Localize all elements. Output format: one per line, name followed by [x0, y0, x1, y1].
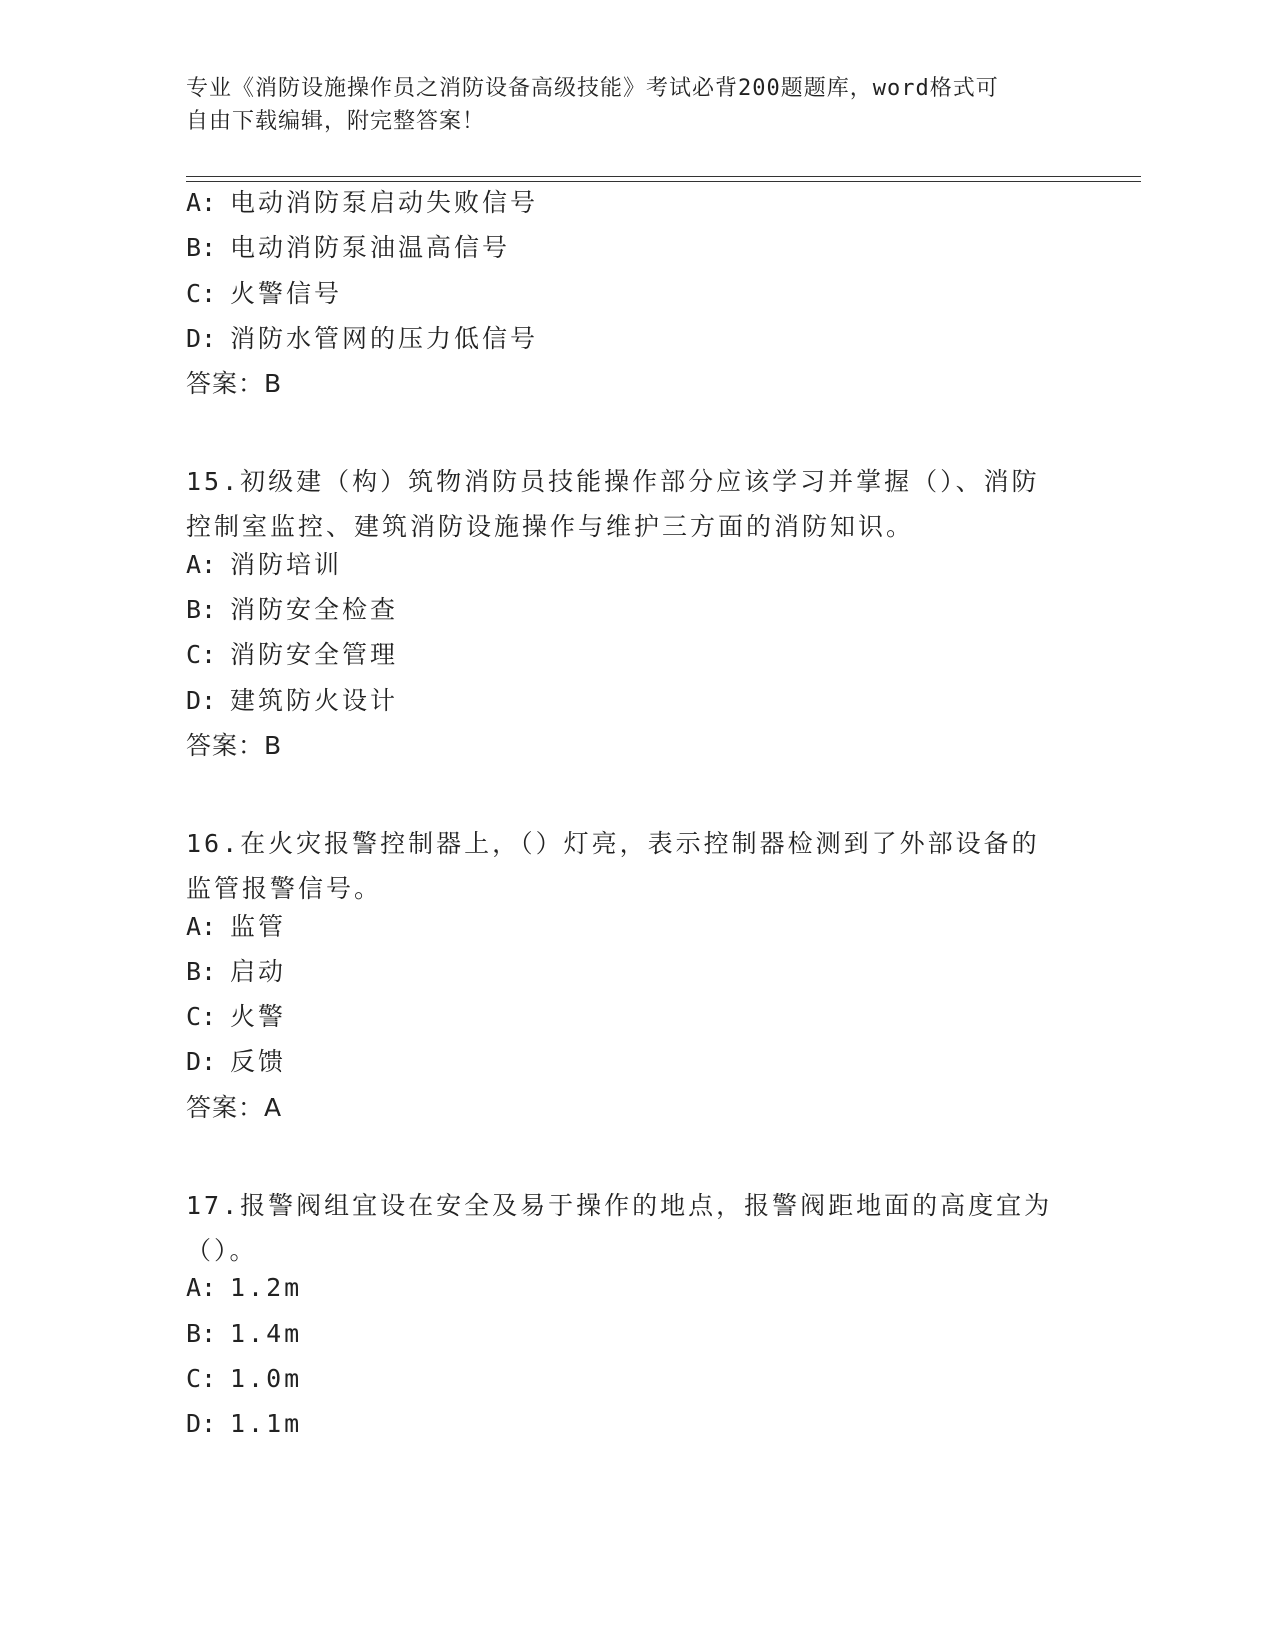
question-text-line-2: 监管报警信号。: [186, 874, 383, 904]
option-c: [186, 279, 1086, 324]
option-text: 火警: [230, 1002, 287, 1032]
question-text-line-1: 16.在火灾报警控制器上，（）灯亮，表示控制器检测到了外部设备的: [186, 828, 1040, 858]
answer: 答案：B: [186, 369, 283, 399]
option-d: [186, 1047, 1086, 1092]
option-text: 消防水管网的压力低信号: [230, 323, 539, 353]
option-text: 建筑防火设计: [230, 685, 399, 715]
option-letter: D:: [186, 1047, 217, 1077]
question-list: [186, 188, 1086, 1455]
option-a: [186, 550, 1086, 595]
header-line-1: 专业《消防设施操作员之消防设备高级技能》考试必背200题题库，word格式可: [186, 76, 999, 101]
option-letter: A:: [186, 911, 217, 941]
question-15: [186, 459, 1086, 776]
option-d: [186, 686, 1086, 731]
option-b: [186, 233, 1086, 278]
option-text: 电动消防泵油温高信号: [230, 233, 511, 263]
document-header: [186, 72, 1066, 138]
option-text: 消防培训: [230, 549, 343, 579]
option-text: 1.1m: [230, 1409, 303, 1439]
answer: 答案：A: [186, 1092, 283, 1122]
question-16: [186, 821, 1086, 1138]
spacer: [186, 776, 1086, 821]
option-letter: B:: [186, 1318, 217, 1348]
header-divider-bottom: [186, 181, 1141, 182]
option-letter: A:: [186, 1273, 217, 1303]
option-c: [186, 640, 1086, 685]
question-14-tail: [186, 188, 1086, 414]
question-text-line-2: 控制室监控、建筑消防设施操作与维护三方面的消防知识。: [186, 512, 915, 542]
option-text: 启动: [230, 956, 287, 986]
option-a: [186, 188, 1086, 233]
option-text: 1.0m: [230, 1363, 303, 1393]
option-letter: D:: [186, 323, 217, 353]
option-letter: C:: [186, 1363, 217, 1393]
option-text: 1.4m: [230, 1318, 303, 1348]
option-text: 1.2m: [230, 1273, 303, 1303]
option-b: [186, 595, 1086, 640]
option-letter: B:: [186, 956, 217, 986]
question-text: [186, 1183, 1066, 1274]
question-text-line-1: 15.初级建（构）筑物消防员技能操作部分应该学习并掌握（）、消防: [186, 467, 1040, 497]
answer: 答案：B: [186, 730, 283, 760]
option-text: 电动消防泵启动失败信号: [230, 188, 539, 217]
question-17: [186, 1183, 1086, 1455]
question-text: [186, 821, 1066, 912]
question-text-line-2: （）。: [186, 1236, 258, 1266]
option-letter: A:: [186, 549, 217, 579]
option-letter: D:: [186, 685, 217, 715]
option-a: [186, 1273, 1086, 1318]
option-letter: C:: [186, 640, 217, 670]
option-c: [186, 1002, 1086, 1047]
option-a: [186, 912, 1086, 957]
option-letter: C:: [186, 278, 217, 308]
header-divider-top: [186, 176, 1141, 177]
option-letter: C:: [186, 1002, 217, 1032]
question-text-line-1: 17.报警阀组宜设在安全及易于操作的地点，报警阀距地面的高度宜为: [186, 1190, 1053, 1220]
option-d: [186, 1409, 1086, 1454]
option-text: 反馈: [230, 1047, 287, 1077]
header-line-2: 自由下载编辑，附完整答案！: [186, 109, 486, 134]
option-text: 监管: [230, 911, 287, 941]
option-b: [186, 957, 1086, 1002]
question-text: [186, 459, 1066, 550]
option-b: [186, 1319, 1086, 1364]
option-letter: D:: [186, 1409, 217, 1439]
option-c: [186, 1364, 1086, 1409]
option-d: [186, 324, 1086, 369]
option-text: 火警信号: [230, 278, 343, 308]
spacer: [186, 1138, 1086, 1183]
spacer: [186, 414, 1086, 459]
option-text: 消防安全管理: [230, 640, 399, 670]
option-text: 消防安全检查: [230, 595, 399, 625]
option-letter: A:: [186, 188, 217, 217]
option-letter: B:: [186, 595, 217, 625]
option-letter: B:: [186, 233, 217, 263]
